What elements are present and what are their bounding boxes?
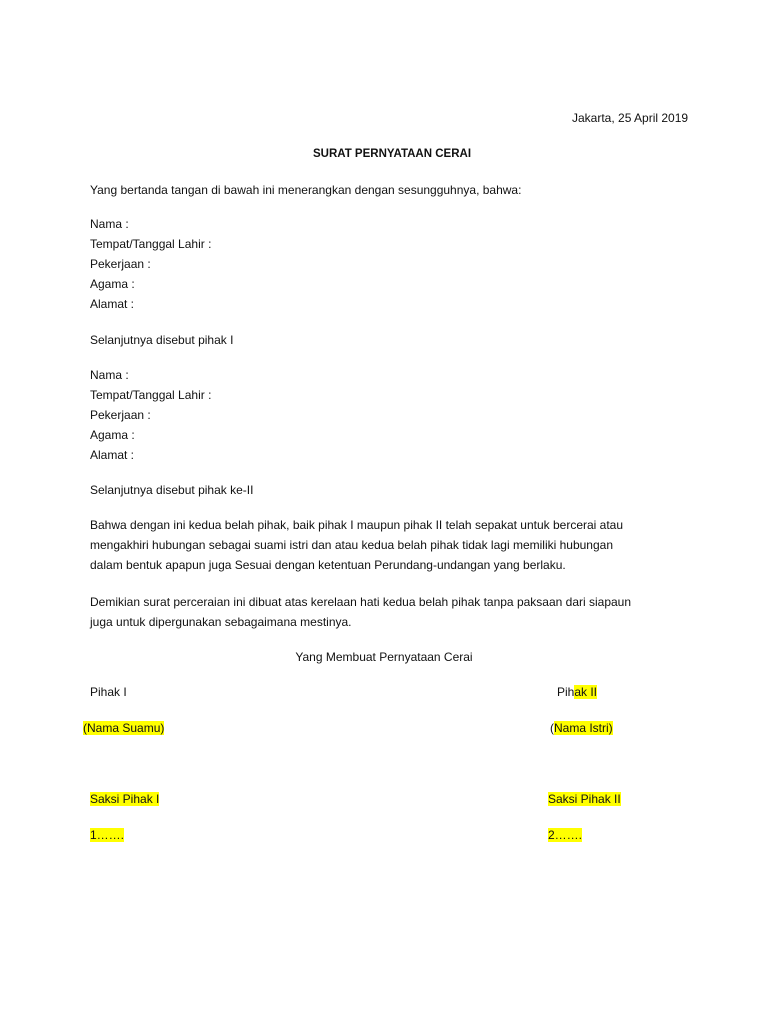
party2-birth-field: Tempat/Tanggal Lahir : (90, 388, 212, 402)
letter-date: Jakarta, 25 April 2019 (572, 111, 689, 125)
agreement-line-1: Bahwa dengan ini kedua belah pihak, baik pihak I maupun pihak II telah sepakat untuk bercerai atau (90, 518, 624, 532)
party1-reference: Selanjutnya disebut pihak I (90, 333, 234, 347)
agreement-line-2: mengakhiri hubungan sebagai suami istri dan atau kedua belah pihak tidak lagi memiliki hubungan (90, 538, 614, 552)
witness2-label-text: Saksi Pihak II (548, 792, 621, 806)
wife-name-placeholder (550, 720, 613, 736)
party1-job-field: Pekerjaan : (90, 257, 151, 271)
party2-name-field: Nama : (90, 368, 129, 382)
wife-name-paren: ( (550, 721, 554, 735)
witness1-label (90, 791, 159, 807)
party1-religion-field: Agama : (90, 277, 135, 291)
pihak1-label: Pihak I (90, 685, 127, 699)
closing-line-1: Demikian surat perceraian ini dibuat atas kerelaan hati kedua belah pihak tanpa paksaan dari siapaun (90, 595, 632, 609)
pihak2-label-plain: Pih (557, 685, 575, 699)
agreement-paragraph (90, 515, 623, 575)
party2-fields (90, 365, 211, 465)
witness2-dots: 2……. (548, 828, 583, 842)
party2-religion-field: Agama : (90, 428, 135, 442)
witness2-label (548, 791, 621, 807)
party2-job-field: Pekerjaan : (90, 408, 151, 422)
party1-name-field: Nama : (90, 217, 129, 231)
pihak2-label-highlight: ak II (574, 685, 598, 699)
party1-birth-field: Tempat/Tanggal Lahir : (90, 237, 212, 251)
husband-name-text: (Nama Suamu) (83, 721, 165, 735)
closing-paragraph (90, 592, 631, 632)
wife-name-text: Nama Istri) (554, 721, 613, 735)
witness1-signature-line (90, 827, 124, 843)
party2-address-field: Alamat : (90, 448, 135, 462)
agreement-line-3: dalam bentuk apapun juga Sesuai dengan ketentuan Perundang-undangan yang berlaku. (90, 558, 566, 572)
party1-address-field: Alamat : (90, 297, 135, 311)
intro-text: Yang bertanda tangan di bawah ini menerangkan dengan sesungguhnya, bahwa: (90, 183, 522, 197)
document-title: SURAT PERNYATAAN CERAI (312, 148, 472, 160)
husband-name-placeholder (83, 720, 164, 736)
closing-line-2: juga untuk dipergunakan sebagaimana mestinya. (90, 615, 352, 629)
witness1-dots: 1……. (90, 828, 125, 842)
statement-maker-label: Yang Membuat Pernyataan Cerai (295, 650, 473, 664)
witness1-label-text: Saksi Pihak I (90, 792, 160, 806)
witness2-signature-line (548, 827, 582, 843)
pihak2-label (557, 684, 597, 700)
party2-reference: Selanjutnya disebut pihak ke-II (90, 483, 254, 497)
party1-fields (90, 214, 211, 314)
